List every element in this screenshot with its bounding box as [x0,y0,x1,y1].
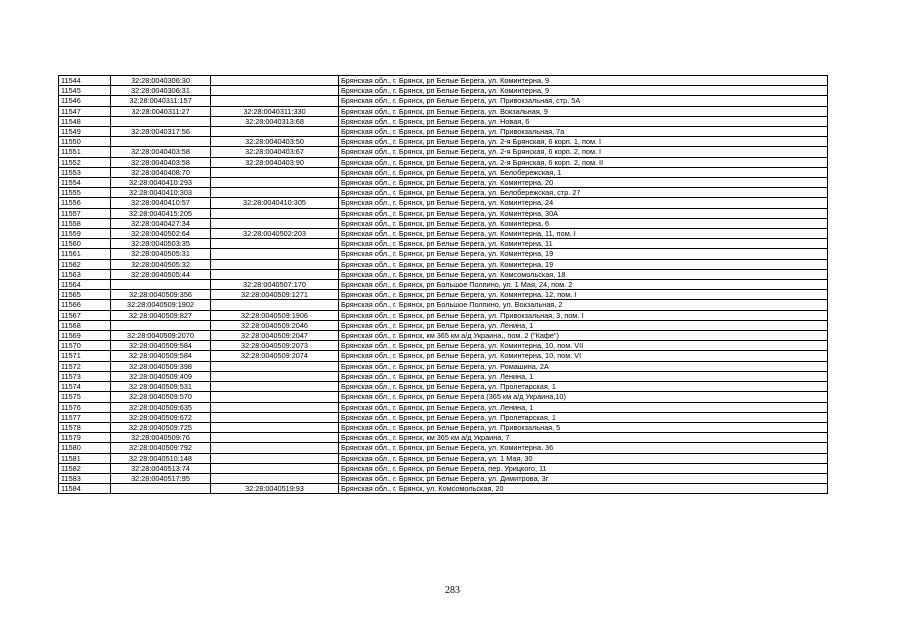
cadastral-number-cell: 32:28:0040410:293 [111,178,211,188]
row-number-cell: 11546 [59,96,111,106]
table-row [59,198,828,208]
row-number-cell: 11558 [59,218,111,228]
row-number-cell: 11544 [59,76,111,86]
building-cadastral-number-cell [211,422,339,432]
table-row [59,239,828,249]
row-number-cell: 11563 [59,269,111,279]
cadastral-number-cell: 32:28:0040509:398 [111,361,211,371]
table-row [59,290,828,300]
building-cadastral-number-cell [211,249,339,259]
cadastral-number-cell: 32:28:0040317:56 [111,127,211,137]
address-cell: Брянская обл., г. Брянск, рп Белые Берега, ул. Коминтерна, 10, пом. VII [339,341,828,351]
table-row [59,167,828,177]
address-cell: Брянская обл., г. Брянск, рп Белые Берега, ул. Коминтерна, 36 [339,443,828,453]
table-row [59,86,828,96]
building-cadastral-number-cell [211,361,339,371]
table-row [59,269,828,279]
cadastral-number-cell [111,116,211,126]
cadastral-number-cell: 32:28:0040403:58 [111,157,211,167]
building-cadastral-number-cell: 32:28:0040502:203 [211,229,339,239]
address-cell: Брянская обл., г. Брянск, рп Белые Берега, ул. Привокзальная, 5 [339,422,828,432]
address-cell: Брянская обл., г. Брянск, рп Белые Берега, ул. Ромашина, 2А [339,361,828,371]
table-row [59,463,828,473]
row-number-cell: 11555 [59,188,111,198]
building-cadastral-number-cell [211,259,339,269]
cadastral-number-cell: 32:28:0040509:2070 [111,331,211,341]
address-cell: Брянская обл., г. Брянск, рп Белые Берега, ул. Пролетарская, 1 [339,382,828,392]
cadastral-number-cell [111,320,211,330]
table-row [59,371,828,381]
table-row [59,310,828,320]
table-row [59,453,828,463]
address-cell: Брянская обл., г. Брянск, рп Белые Берега, ул. Коминтерна, 6 [339,218,828,228]
address-cell: Брянская обл., г. Брянск, км 365 км а/д Украина, 7 [339,433,828,443]
building-cadastral-number-cell: 32:28:0040403:67 [211,147,339,157]
building-cadastral-number-cell [211,76,339,86]
row-number-cell: 11557 [59,208,111,218]
row-number-cell: 11582 [59,463,111,473]
address-cell: Брянская обл., г. Брянск, рп Белые Берега, ул. Пролетарская, 1 [339,412,828,422]
table-row [59,341,828,351]
row-number-cell: 11567 [59,310,111,320]
building-cadastral-number-cell: 32:28:0040313:68 [211,116,339,126]
page-number: 283 [445,585,460,596]
row-number-cell: 11579 [59,433,111,443]
table-row [59,178,828,188]
address-cell: Брянская обл., г. Брянск, км 365 км а/д Украина,, пом. 2 ("Кафе") [339,331,828,341]
row-number-cell: 11560 [59,239,111,249]
building-cadastral-number-cell [211,300,339,310]
address-cell: Брянская обл., г. Брянск, рп Белые Берега, ул. Коминтерна, 11, пом. I [339,229,828,239]
row-number-cell: 11566 [59,300,111,310]
address-cell: Брянская обл., г. Брянск, рп Белые Берега, ул. Коминтерна, 9 [339,86,828,96]
address-cell: Брянская обл., г. Брянск, рп Большое Полпино, ул. Вокзальная, 2 [339,300,828,310]
table-row [59,76,828,86]
table-row [59,484,828,494]
building-cadastral-number-cell: 32:28:0040509:2046 [211,320,339,330]
row-number-cell: 11576 [59,402,111,412]
row-number-cell: 11581 [59,453,111,463]
cadastral-number-cell: 32:28:0040415:205 [111,208,211,218]
cadastral-number-cell [111,280,211,290]
address-cell: Брянская обл., г. Брянск, рп Большое Полпино, ул. 1 Мая, 24, пом. 2 [339,280,828,290]
address-cell: Брянская обл., г. Брянск, рп Белые Берега, ул. Привокзальная, 3, пом. I [339,310,828,320]
table-row [59,331,828,341]
registry-table-body [59,76,828,494]
address-cell: Брянская обл., г. Брянск, рп Белые Берега, ул. Комсомольская, 18 [339,269,828,279]
table-row [59,280,828,290]
cadastral-number-cell: 32:28:0040502:64 [111,229,211,239]
table-row [59,382,828,392]
address-cell: Брянская обл., г. Брянск, рп Белые Берега, ул. 2-я Брянская, 6 корп. 2, пом. I [339,147,828,157]
building-cadastral-number-cell [211,412,339,422]
building-cadastral-number-cell [211,239,339,249]
table-row [59,473,828,483]
cadastral-number-cell: 32:28:0040505:31 [111,249,211,259]
table-row [59,320,828,330]
table-row [59,218,828,228]
table-row [59,137,828,147]
row-number-cell: 11568 [59,320,111,330]
building-cadastral-number-cell [211,402,339,412]
table-row [59,116,828,126]
table-row [59,229,828,239]
address-cell: Брянская обл., г. Брянск, рп Белые Берега, ул. Ленина, 1 [339,371,828,381]
building-cadastral-number-cell [211,208,339,218]
building-cadastral-number-cell: 32:28:0040509:2047 [211,331,339,341]
row-number-cell: 11574 [59,382,111,392]
address-cell: Брянская обл., г. Брянск, ул. Комсомольская, 20 [339,484,828,494]
row-number-cell: 11580 [59,443,111,453]
cadastral-number-cell: 32:28:0040509:584 [111,341,211,351]
building-cadastral-number-cell: 32:28:0040509:1906 [211,310,339,320]
cadastral-number-cell: 32:28:0040510:148 [111,453,211,463]
row-number-cell: 11564 [59,280,111,290]
building-cadastral-number-cell [211,188,339,198]
row-number-cell: 11573 [59,371,111,381]
cadastral-number-cell: 32:28:0040517:95 [111,473,211,483]
address-cell: Брянская обл., г. Брянск, рп Белые Берега, ул. Коминтерна, 24 [339,198,828,208]
address-cell: Брянская обл., г. Брянск, рп Белые Берега, ул. Коминтерна, 19 [339,259,828,269]
address-cell: Брянская обл., г. Брянск, рп Белые Берега, ул. Коминтерна, 30А [339,208,828,218]
building-cadastral-number-cell [211,167,339,177]
building-cadastral-number-cell [211,382,339,392]
row-number-cell: 11553 [59,167,111,177]
table-row [59,157,828,167]
cadastral-number-cell: 32:28:0040509:1902 [111,300,211,310]
cadastral-number-cell: 32:28:0040306:31 [111,86,211,96]
address-cell: Брянская обл., г. Брянск, рп Белые Берега, ул. Коминтерна, 12, пом. I [339,290,828,300]
row-number-cell: 11575 [59,392,111,402]
cadastral-number-cell: 32:28:0040408:70 [111,167,211,177]
cadastral-number-cell: 32:28:0040410:303 [111,188,211,198]
address-cell: Брянская обл., г. Брянск, рп Белые Берега, ул. Вокзальная, 9 [339,106,828,116]
row-number-cell: 11571 [59,351,111,361]
cadastral-number-cell: 32:28:0040505:44 [111,269,211,279]
table-row [59,96,828,106]
building-cadastral-number-cell [211,86,339,96]
cadastral-number-cell: 32:28:0040509:725 [111,422,211,432]
address-cell: Брянская обл., г. Брянск, рп Белые Берега, ул. Коминтерна, 11 [339,239,828,249]
table-row [59,433,828,443]
building-cadastral-number-cell [211,433,339,443]
building-cadastral-number-cell [211,453,339,463]
building-cadastral-number-cell [211,371,339,381]
cadastral-number-cell: 32:28:0040509:584 [111,351,211,361]
cadastral-number-cell: 32:28:0040306:30 [111,76,211,86]
table-row [59,361,828,371]
building-cadastral-number-cell: 32:28:0040403:50 [211,137,339,147]
building-cadastral-number-cell [211,96,339,106]
table-row [59,402,828,412]
row-number-cell: 11549 [59,127,111,137]
building-cadastral-number-cell [211,127,339,137]
building-cadastral-number-cell: 32:28:0040311:330 [211,106,339,116]
cadastral-number-cell: 32:28:0040509:531 [111,382,211,392]
table-row [59,412,828,422]
building-cadastral-number-cell: 32:28:0040507:170 [211,280,339,290]
table-row [59,127,828,137]
address-cell: Брянская обл., г. Брянск, рп Белые Берега, ул. 2-я Брянская, 6 корп. 2, пом. II [339,157,828,167]
address-cell: Брянская обл., г. Брянск, рп Белые Берега, ул. 2-я Брянская, 6 корп. 1, пом. I [339,137,828,147]
address-cell: Брянская обл., г. Брянск, рп Белые Берега, ул. 1 Мая, 30 [339,453,828,463]
building-cadastral-number-cell [211,463,339,473]
cadastral-number-cell [111,137,211,147]
row-number-cell: 11552 [59,157,111,167]
building-cadastral-number-cell: 32:28:0040509:1271 [211,290,339,300]
address-cell: Брянская обл., г. Брянск, рп Белые Берега, ул. Коминтерна, 9 [339,76,828,86]
building-cadastral-number-cell [211,269,339,279]
address-cell: Брянская обл., г. Брянск, рп Белые Берега, ул. Коминтерна, 20 [339,178,828,188]
row-number-cell: 11572 [59,361,111,371]
building-cadastral-number-cell: 32:28:0040519:93 [211,484,339,494]
address-cell: Брянская обл., г. Брянск, рп Белые Берега, ул. Коминтерна, 19 [339,249,828,259]
building-cadastral-number-cell [211,443,339,453]
address-cell: Брянская обл., г. Брянск, рп Белые Берега, ул. Привокзальная, стр. 5А [339,96,828,106]
address-cell: Брянская обл., г. Брянск, рп Белые Берега (365 км а/д Украина,10) [339,392,828,402]
address-cell: Брянская обл., г. Брянск, рп Белые Берега, ул. Ленина, 1 [339,320,828,330]
table-row [59,208,828,218]
cadastral-number-cell: 32:28:0040505:32 [111,259,211,269]
row-number-cell: 11550 [59,137,111,147]
building-cadastral-number-cell: 32:28:0040509:2074 [211,351,339,361]
cadastral-number-cell [111,484,211,494]
row-number-cell: 11583 [59,473,111,483]
table-row [59,259,828,269]
table-row [59,249,828,259]
row-number-cell: 11545 [59,86,111,96]
cadastral-number-cell: 32:28:0040509:409 [111,371,211,381]
address-cell: Брянская обл., г. Брянск, рп Белые Берега, ул. Белобережская, стр. 27 [339,188,828,198]
building-cadastral-number-cell [211,392,339,402]
address-cell: Брянская обл., г. Брянск, рп Белые Берега, ул. Новая, 6 [339,116,828,126]
address-cell: Брянская обл., г. Брянск, рп Белые Берега, ул. Коминтерна, 10, пом. VI [339,351,828,361]
registry-table [58,75,828,494]
cadastral-number-cell: 32:28:0040513:74 [111,463,211,473]
table-row [59,443,828,453]
row-number-cell: 11570 [59,341,111,351]
row-number-cell: 11556 [59,198,111,208]
building-cadastral-number-cell [211,218,339,228]
cadastral-number-cell: 32:28:0040410:57 [111,198,211,208]
table-row [59,300,828,310]
cadastral-number-cell: 32:28:0040509:672 [111,412,211,422]
table-row [59,422,828,432]
address-cell: Брянская обл., г. Брянск, рп Белые Берега, ул. Димитрова, 3г [339,473,828,483]
row-number-cell: 11565 [59,290,111,300]
row-number-cell: 11578 [59,422,111,432]
building-cadastral-number-cell: 32:28:0040509:2073 [211,341,339,351]
row-number-cell: 11547 [59,106,111,116]
address-cell: Брянская обл., г. Брянск, рп Белые Берега, ул. Белобережская, 1 [339,167,828,177]
building-cadastral-number-cell [211,473,339,483]
address-cell: Брянская обл., г. Брянск, рп Белые Берега, пер. Урицкого, 11 [339,463,828,473]
cadastral-number-cell: 32:28:0040509:827 [111,310,211,320]
table-row [59,106,828,116]
cadastral-number-cell: 32:28:0040311:27 [111,106,211,116]
row-number-cell: 11577 [59,412,111,422]
cadastral-number-cell: 32:28:0040403:58 [111,147,211,157]
row-number-cell: 11562 [59,259,111,269]
address-cell: Брянская обл., г. Брянск, рп Белые Берега, ул. Привокзальная, 7а [339,127,828,137]
cadastral-number-cell: 32:28:0040509:635 [111,402,211,412]
cadastral-number-cell: 32:28:0040509:356 [111,290,211,300]
cadastral-number-cell: 32:28:0040311:157 [111,96,211,106]
row-number-cell: 11548 [59,116,111,126]
row-number-cell: 11561 [59,249,111,259]
cadastral-number-cell: 32:28:0040427:34 [111,218,211,228]
cadastral-number-cell: 32:28:0040503:35 [111,239,211,249]
building-cadastral-number-cell: 32:28:0040403:90 [211,157,339,167]
address-cell: Брянская обл., г. Брянск, рп Белые Берега, ул. Ленина, 1 [339,402,828,412]
row-number-cell: 11584 [59,484,111,494]
table-row [59,147,828,157]
cadastral-number-cell: 32:28:0040509:76 [111,433,211,443]
row-number-cell: 11554 [59,178,111,188]
table-row [59,188,828,198]
cadastral-number-cell: 32:28:0040509:792 [111,443,211,453]
table-row [59,392,828,402]
building-cadastral-number-cell: 32:28:0040410:305 [211,198,339,208]
row-number-cell: 11559 [59,229,111,239]
cadastral-number-cell: 32:28:0040509:570 [111,392,211,402]
row-number-cell: 11551 [59,147,111,157]
table-row [59,351,828,361]
building-cadastral-number-cell [211,178,339,188]
row-number-cell: 11569 [59,331,111,341]
